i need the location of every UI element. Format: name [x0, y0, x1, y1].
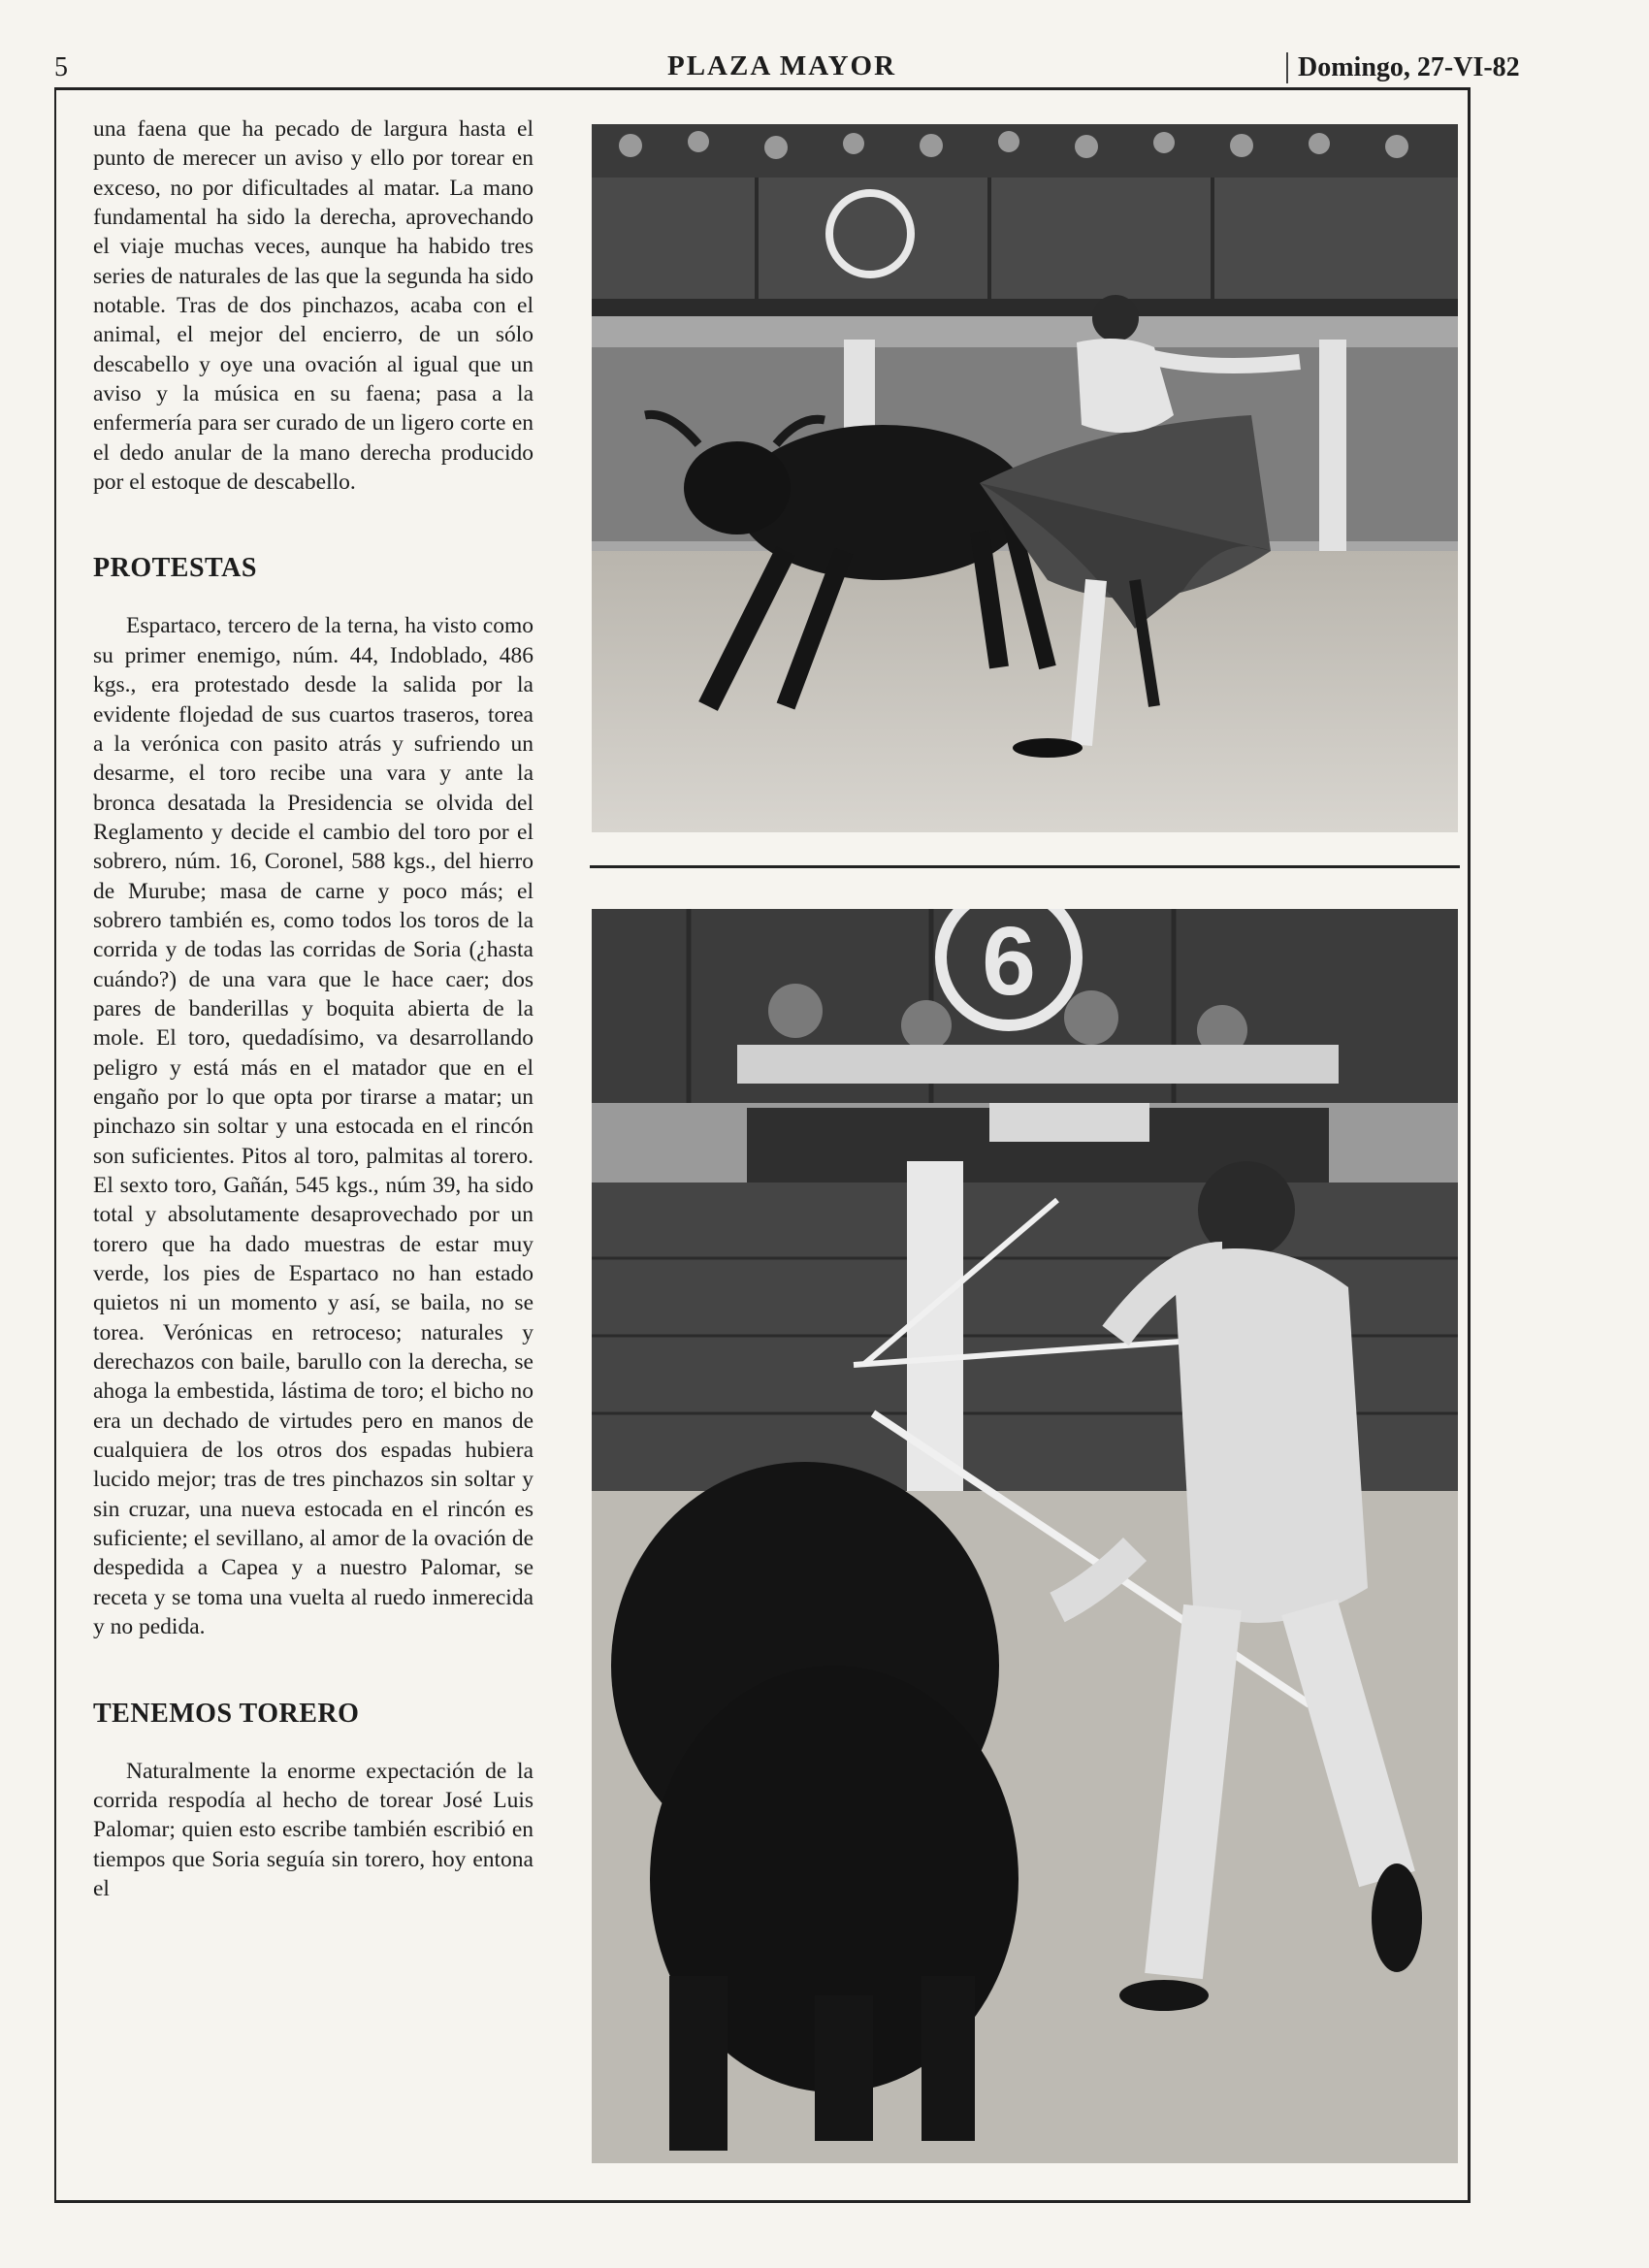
frame-bottom: [54, 2200, 1471, 2203]
frame-right: [1468, 87, 1471, 2202]
gate-number: 6: [982, 909, 1036, 1016]
photo-banderillas-image: [592, 909, 1458, 2163]
section-1-paragraph: Espartaco, tercero de la terna, ha visto como su primer enemigo, núm. 44, Indoblado, 486 kgs., era protestado desde la salida por la evidente flojedad de sus cuartos traseros, torea a la verónica con pasito atrás y sufriendo un desarme, el toro recibe una vara y ante la bronca desatada la Presidencia se olvida del Reglamento y decide el cambio del toro por el sobrero, núm. 16, Coronel, 588 kgs., del hierro de Murube; masa de carne y poco más; el sobrero también es, como todos los toros de la corrida y de todas las corridas de Soria (¿hasta cuándo?) de una vara que le hace caer; dos pares de banderillas y boquita abierta de la mole. El toro, quedadísimo, va desarrollando peligro y está más en el matador que en el engaño por lo que opta por tirarse a matar; un pinchazo sin soltar y una estocada en el rincón son suficientes. Pitos al toro, palmitas al torero. El sexto toro, Gañán, 545 kgs., núm 39, ha sido total y absolutamente desaprovechado por un torero que ha dado muestras de estar muy verde, los pies de Espartaco no han estado quietos ni un momento y así, se baila, no se torea. Verónicas en retroceso; naturales y derechazos con baile, barullo con la derecha, se ahoga la embestida, lástima de toro; el bicho no era un dechado de virtudes pero en manos de cualquiera de los otros dos espadas hubiera lucido mejor; tras de tres pinchazos sin soltar y sin cruzar, una nueva estocada en el rincón es suficiente; el sevillano, al amor de la ovación de despedida a Capea y a nuestro Palomar, se receta y se toma una vuelta al ruedo inmerecida y no pedida.: [93, 613, 534, 1640]
frame-left: [54, 87, 56, 2202]
page-number: 5: [54, 52, 68, 82]
section-heading-tenemos-torero: TENEMOS TORERO: [93, 1698, 360, 1729]
masthead: PLAZA MAYOR: [667, 50, 897, 81]
photo-bullfight-muleta: [592, 124, 1458, 832]
article-text-column: [93, 114, 534, 1903]
header-rule: [54, 87, 1471, 90]
section-2-paragraph: Naturalmente la enorme expectación de la corrida respodía al hecho de torear José Luis Palomar; quien esto escribe también escribió en tiempos que Soria seguía sin torero, hoy entona el: [93, 1758, 534, 1901]
photo-bullfight-muleta-image: [592, 124, 1458, 832]
photo-divider: [590, 865, 1460, 868]
issue-date: Domingo, 27-VI-82: [1286, 52, 1520, 83]
photo-banderillas: [592, 909, 1458, 2163]
section-heading-protestas: PROTESTAS: [93, 553, 257, 584]
intro-paragraph: una faena que ha pecado de largura hasta el punto de merecer un aviso y ello por torear en exceso, no por dificultades al matar. La mano fundamental ha sido la derecha, aprovechando el viaje muchas veces, aunque ha habido tres series de naturales de las que la segunda ha sido notable. Tras de dos pinchazos, acaba con el animal, el mejor del encierro, de un sólo descabello y oye una ovación al igual que un aviso y la música en su faena; pasa a la enfermería para ser curado de un ligero corte en el dedo anular de la mano derecha producido por el estoque de descabello.: [93, 116, 534, 496]
